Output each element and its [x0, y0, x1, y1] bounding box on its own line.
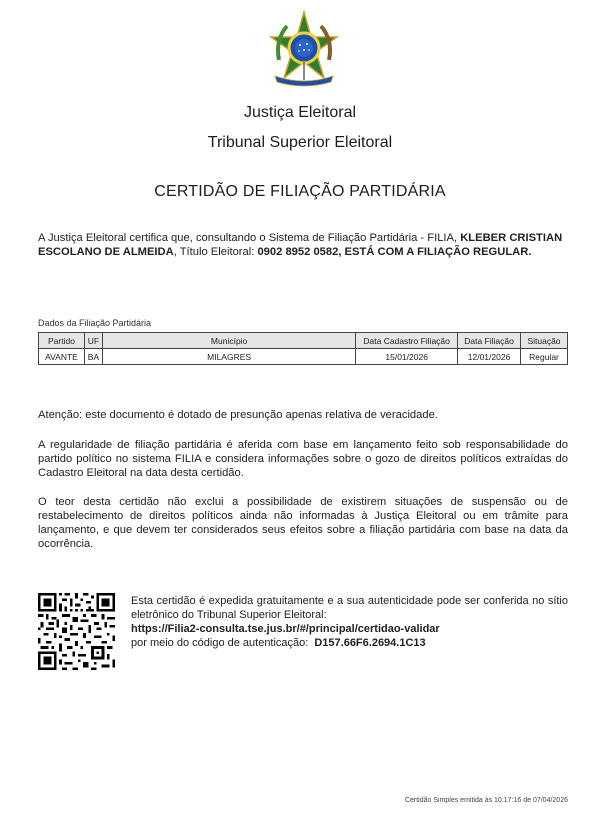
header-tribunal-superior-eleitoral: Tribunal Superior Eleitoral [207, 134, 393, 151]
table-header-row [39, 333, 568, 349]
table-row [39, 349, 568, 365]
titulo-label: , Título Eleitoral: [173, 246, 258, 258]
cell-uf: BA [84, 349, 102, 365]
cell-data-filiacao: 12/01/2026 [458, 349, 521, 365]
authentication-block [131, 594, 568, 650]
cell-partido: AVANTE [39, 349, 85, 365]
certification-statement [38, 231, 568, 259]
cell-data-cadastro: 15/01/2026 [356, 349, 458, 365]
cell-situacao: Regular [521, 349, 568, 365]
authentication-code: D157.66F6.2694.1C13 [314, 637, 426, 649]
col-header-municipio: Município [102, 333, 355, 349]
intro-prefix: A Justiça Eleitoral certifica que, consultando o Sistema de Filiação Partidária - FILIA, [38, 232, 461, 244]
authentication-code-line [131, 636, 568, 650]
brazil-coat-of-arms-emblem [265, 10, 343, 88]
content-scope-paragraph: O teor desta certidão não exclui a possibilidade de existirem situações de suspensão ou de restabelecimento de direitos políticos ainda não informadas à Justiça Eleitoral ou em trâmite para lançamento, e que devem ter considerados seus efeitos sobre a filiação partidária com base na data da ocorrência. [38, 496, 568, 550]
validation-url-link[interactable]: https://Filia2-consulta.tse.jus.br/#/principal/certidao-validar [131, 623, 440, 635]
col-header-situacao: Situação [521, 333, 568, 349]
table-caption: Dados da Filiação Partidária [38, 318, 152, 328]
col-header-partido: Partido [39, 333, 85, 349]
header-justica-eleitoral: Justiça Eleitoral [243, 104, 357, 121]
code-label: por meio do código de autenticação: [131, 637, 309, 649]
attention-paragraph: Atenção: este documento é dotado de presunção apenas relativa de veracidade. [38, 409, 438, 421]
col-header-data-filiacao: Data Filiação [458, 333, 521, 349]
filiation-table [38, 332, 568, 365]
issuance-timestamp: Certidão Simples emitida às 10:17:16 de 07/04/2026 [404, 797, 568, 804]
regularity-paragraph: A regularidade de filiação partidária é aferida com base em lançamento feito sob responsabilidade do partido político no sistema FILIA e considera informações sobre o gozo de direitos políticos extraídas do Cadastro Eleitoral na data desta certidão. [38, 439, 568, 479]
elector-name: KLEBER CRISTIAN ESCOLANO DE ALMEIDA [38, 232, 563, 258]
col-header-data-cadastro: Data Cadastro Filiação [356, 333, 458, 349]
filiation-status: , ESTÁ COM A FILIAÇÃO REGULAR. [338, 246, 532, 258]
authentication-text: Esta certidão é expedida gratuitamente e a sua autenticidade pode ser conferida no sítio eletrônico do Tribunal Superior Eleitoral: [131, 595, 568, 621]
qr-code [38, 593, 115, 670]
document-title: CERTIDÃO DE FILIAÇÃO PARTIDÁRIA [154, 183, 446, 200]
titulo-number: 0902 8952 0582 [257, 246, 339, 258]
col-header-uf: UF [84, 333, 102, 349]
cell-municipio: MILAGRES [102, 349, 355, 365]
